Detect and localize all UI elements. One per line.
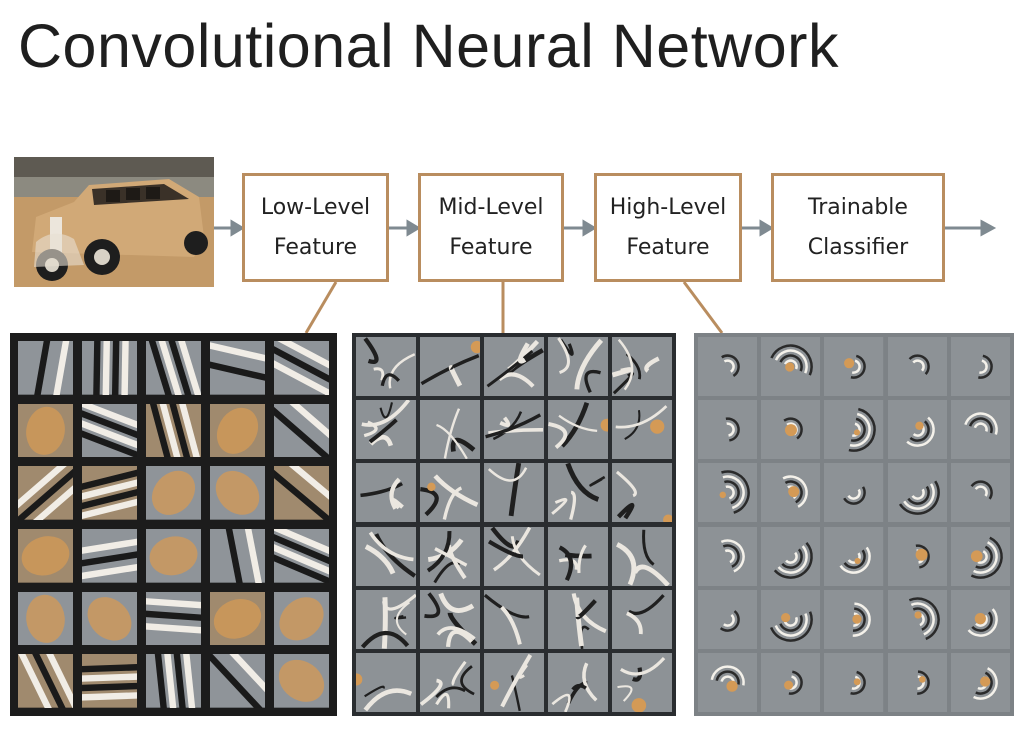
mid-level-filter-cell [484, 463, 544, 522]
low-level-filter-cell [146, 404, 201, 458]
stage-classifier-line1: Trainable [808, 194, 908, 220]
stage-classifier-line2: Classifier [807, 234, 909, 260]
high-level-filters-panel [694, 333, 1014, 716]
low-level-filter-cell [18, 341, 73, 395]
low-level-filter-cell [210, 466, 265, 520]
mid-level-filter-cell [356, 400, 416, 459]
high-level-filter-cell [824, 400, 883, 459]
stage-high-line1: High-Level [609, 194, 727, 220]
high-level-filter-cell [888, 463, 947, 522]
high-level-filter-cell [824, 337, 883, 396]
mid-level-filter-cell [356, 527, 416, 586]
mid-level-filter-cell [548, 527, 608, 586]
low-level-filter-cell [18, 592, 73, 646]
mid-level-filter-cell [356, 463, 416, 522]
mid-level-filter-cell [356, 590, 416, 649]
mid-level-filter-cell [612, 337, 672, 396]
stage-mid-line2: Feature [449, 234, 533, 260]
high-level-filter-cell [698, 590, 757, 649]
stage-low-level-feature [242, 173, 389, 282]
mid-level-filter-cell [420, 400, 480, 459]
high-level-filter-cell [888, 590, 947, 649]
mid-level-filter-cell [612, 653, 672, 712]
low-level-filter-cell [146, 341, 201, 395]
high-level-filter-cell [951, 527, 1010, 586]
stage-trainable-classifier [771, 173, 945, 282]
low-level-filters-panel [10, 333, 337, 716]
low-level-filter-cell [82, 654, 137, 708]
high-level-filter-cell [761, 590, 820, 649]
low-level-filter-cell [274, 404, 329, 458]
low-level-filter-cell [146, 654, 201, 708]
low-level-filter-cell [82, 404, 137, 458]
high-level-filter-cell [698, 463, 757, 522]
mid-level-filter-cell [420, 337, 480, 396]
mid-level-filter-cell [548, 653, 608, 712]
stage-high-level-feature [594, 173, 742, 282]
low-level-filter-cell [146, 529, 201, 583]
low-level-filter-cell [210, 529, 265, 583]
high-level-filter-cell [761, 400, 820, 459]
high-level-filter-cell [951, 400, 1010, 459]
mid-level-filter-cell [484, 653, 544, 712]
mid-level-filter-cell [484, 400, 544, 459]
low-level-filter-cell [146, 466, 201, 520]
stage-mid-level-feature [418, 173, 564, 282]
mid-level-filter-cell [356, 337, 416, 396]
low-level-filter-cell [18, 404, 73, 458]
mid-level-filter-cell [484, 337, 544, 396]
high-level-filter-cell [698, 653, 757, 712]
high-level-filter-cell [951, 337, 1010, 396]
mid-level-filter-cell [420, 590, 480, 649]
low-level-filter-cell [210, 404, 265, 458]
low-level-filter-cell [82, 529, 137, 583]
high-level-filter-cell [951, 653, 1010, 712]
high-level-filter-cell [951, 463, 1010, 522]
high-level-filter-cell [761, 463, 820, 522]
mid-level-filter-cell [612, 463, 672, 522]
low-level-filter-cell [274, 654, 329, 708]
low-level-filter-cell [210, 654, 265, 708]
mid-level-filter-cell [420, 463, 480, 522]
mid-level-filter-cell [548, 400, 608, 459]
mid-level-filter-cell [356, 653, 416, 712]
mid-level-filter-cell [548, 337, 608, 396]
low-level-filter-cell [210, 341, 265, 395]
connector-low [306, 282, 336, 333]
high-level-filter-cell [888, 337, 947, 396]
high-level-filter-cell [824, 463, 883, 522]
high-level-filter-cell [824, 653, 883, 712]
stage-mid-line1: Mid-Level [438, 194, 544, 220]
mid-level-filter-cell [484, 527, 544, 586]
mid-level-filter-cell [548, 463, 608, 522]
low-level-filter-cell [146, 592, 201, 646]
low-level-filter-cell [274, 466, 329, 520]
low-level-filter-cell [18, 529, 73, 583]
stage-high-line2: Feature [626, 234, 710, 260]
high-level-filter-cell [698, 400, 757, 459]
low-level-filter-cell [274, 341, 329, 395]
mid-level-filter-cell [420, 653, 480, 712]
high-level-filter-cell [761, 337, 820, 396]
low-level-filter-cell [82, 341, 137, 395]
mid-level-filters-panel [352, 333, 676, 716]
high-level-filter-cell [824, 527, 883, 586]
mid-level-filter-cell [612, 527, 672, 586]
low-level-filter-cell [18, 466, 73, 520]
low-level-filter-cell [82, 466, 137, 520]
low-level-filter-cell [18, 654, 73, 708]
mid-level-filter-cell [612, 400, 672, 459]
mid-level-filter-cell [612, 590, 672, 649]
low-level-filter-cell [274, 529, 329, 583]
low-level-filter-cell [210, 592, 265, 646]
mid-level-filter-cell [420, 527, 480, 586]
high-level-filter-cell [951, 590, 1010, 649]
stage-low-line1: Low-Level [260, 194, 371, 220]
high-level-filter-cell [761, 653, 820, 712]
high-level-filter-cell [888, 653, 947, 712]
low-level-filter-cell [274, 592, 329, 646]
mid-level-filter-cell [548, 590, 608, 649]
connector-high [684, 282, 722, 333]
high-level-filter-cell [888, 527, 947, 586]
high-level-filter-cell [888, 400, 947, 459]
high-level-filter-cell [824, 590, 883, 649]
high-level-filter-cell [698, 527, 757, 586]
high-level-filter-cell [698, 337, 757, 396]
diagram-title: Convolutional Neural Network [18, 12, 839, 80]
low-level-filter-cell [82, 592, 137, 646]
high-level-filter-cell [761, 527, 820, 586]
stage-low-line2: Feature [273, 234, 358, 260]
mid-level-filter-cell [484, 590, 544, 649]
